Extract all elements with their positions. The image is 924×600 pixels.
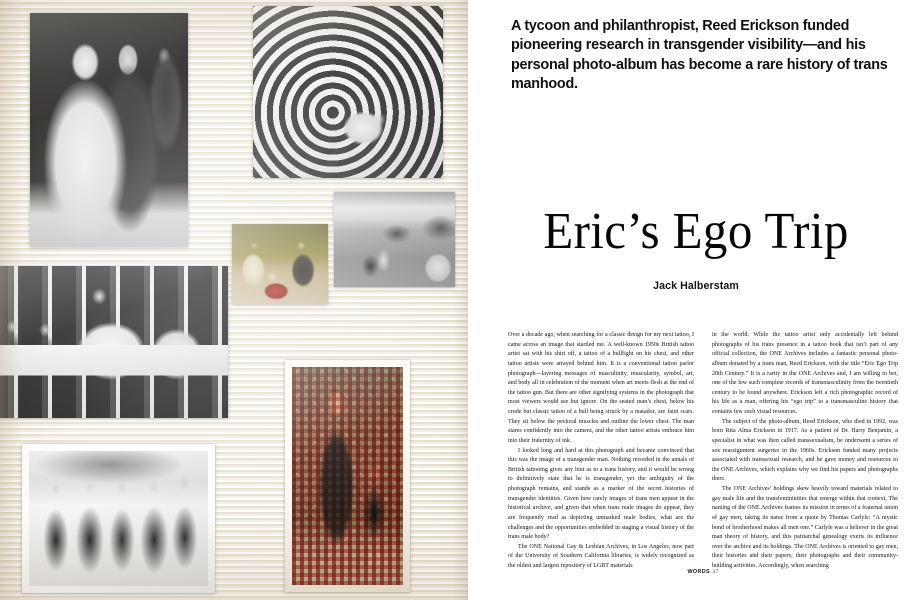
body-paragraph: The ONE Archives’ holdings skew heavily toward materials related to gay male life and the transfemininities that emerge within that context. The naming of the ONE Archives frames its mission in terms of a fraternal union of gay men, taking its name from a quote by Thomas Carlyle: “A mystic bond of brotherhood makes all men one.” Carlyle was a believer in the great man theory of history, and this patriarchal genealogy exerts its influence over the archive and its holdings. The ONE Archives is oriented to gay men, their histories and their papers, their photographs and their community-building activities. Accordingly, when searching xyxy=(712,486,898,569)
footer-section-label: WORDS xyxy=(687,569,710,575)
body-paragraph: I looked long and hard at this photograph and became convinced that this was the image of a transgender man. Nothing recorded in the annals of British tattooing gives any hint as to a trans history, and it would be wrong to definitively state that he is transgender, yet the ambiguity of the photograph remains, and stands as a marker of the secret histories of transgender identities. Given how rarely images of trans men appear in the historical archive, and given that when trans male images do appear, they are frequently read as depicting unmarked male bodies, what are the challenges and the opportunities embedded in staging a visual history of the trans male body? xyxy=(508,447,694,541)
photo-man-with-girl-image xyxy=(292,367,403,585)
page-footer xyxy=(508,569,898,575)
photo-man-with-girl xyxy=(285,360,410,592)
photo-family-with-pedal-car xyxy=(232,224,328,304)
photo-wedding-couple-image xyxy=(30,13,188,247)
body-paragraph: The ONE National Gay & Lesbian Archives, in Los Angeles, now part of the University of Southern California libraries, is widely recognized as the oldest and largest repository of LGBT materials xyxy=(508,543,694,569)
article-byline: Jack Halberstam xyxy=(653,280,739,292)
page-title: Eric’s Ego Trip xyxy=(543,201,849,260)
photo-garden-house-image xyxy=(334,192,455,287)
body-paragraph: in the world. While the tattoo artist only accidentally left behind photographs of his trans presence in a tattoo book that isn’t part of any official collection, the ONE Archives includes a fantastic personal photo-album donated by a trans man, Reed Erickson, with the title “Eric Ego Trip 20th Century.” It is a rarity in the ONE Archives and, I am willing to bet, one of the few such complete records of transmasculinity from the twentieth century to be found anywhere. Erickson left a rich photographic record of his life as a man, offering his “ego trip” to a transmasculine history that contains few such visual resources. xyxy=(712,332,898,415)
photo-wedding-cake xyxy=(0,266,228,418)
photo-groomsmen-image xyxy=(29,451,208,586)
body-column-two xyxy=(712,331,898,569)
photo-groomsmen xyxy=(22,444,215,593)
right-page-editorial xyxy=(468,0,924,600)
photo-family-with-pedal-car-image xyxy=(232,224,328,304)
body-paragraph: Over a decade ago, when searching for a classic design for my next tattoo, I came across an image that startled me. A well-known 1950s British tattoo artist sat with his shirt off, a tattoo of a bullfight on his chest, and other tattoo artists were arrayed behind him. It is a conventional tattoo parlor photograph—layering messages of masculinity, muscularity, symbol, art, and body all in celebration of the moment when art meets flesh at the end of the tattoo gun. But there are other signifying systems in the photograph that most viewers would see but ignore. On the seated man’s chest, below his crude but classic tattoo of a bull being struck by a matador, are faint scars. They sit below the pectoral muscles and outline the lower chest. The man stares confidently into the camera, and the other tattoo artists embrace him into their fraternity of ink. xyxy=(508,332,694,444)
photo-man-holding-baby-image xyxy=(253,6,443,178)
body-column-one xyxy=(508,331,694,569)
photo-wedding-couple xyxy=(30,13,188,247)
photo-garden-house xyxy=(334,192,455,287)
body-paragraph: The subject of the photo-album, Reed Erickson, who died in 1992, was born Rita Alma Erickson in 1917. As a patient of Dr. Harry Benjamin, a specialist in what was then called transsexualism, he underwent a series of sex reassignment surgeries in the 1960s. Erickson funded many projects associated with transsexual research, and he gave money and resources to the ONE Archives, which explains why we find his papers and photographs there. xyxy=(712,418,898,483)
footer-page-number: 37 xyxy=(712,569,719,575)
photo-man-holding-baby xyxy=(253,6,443,178)
article-standfirst: A tycoon and philanthropist, Reed Erickson funded pioneering research in transgender visibility—and his personal photo-album has become a rare history of trans manhood. xyxy=(511,18,888,93)
article-body xyxy=(508,331,898,569)
photo-wedding-cake-image xyxy=(0,266,228,418)
